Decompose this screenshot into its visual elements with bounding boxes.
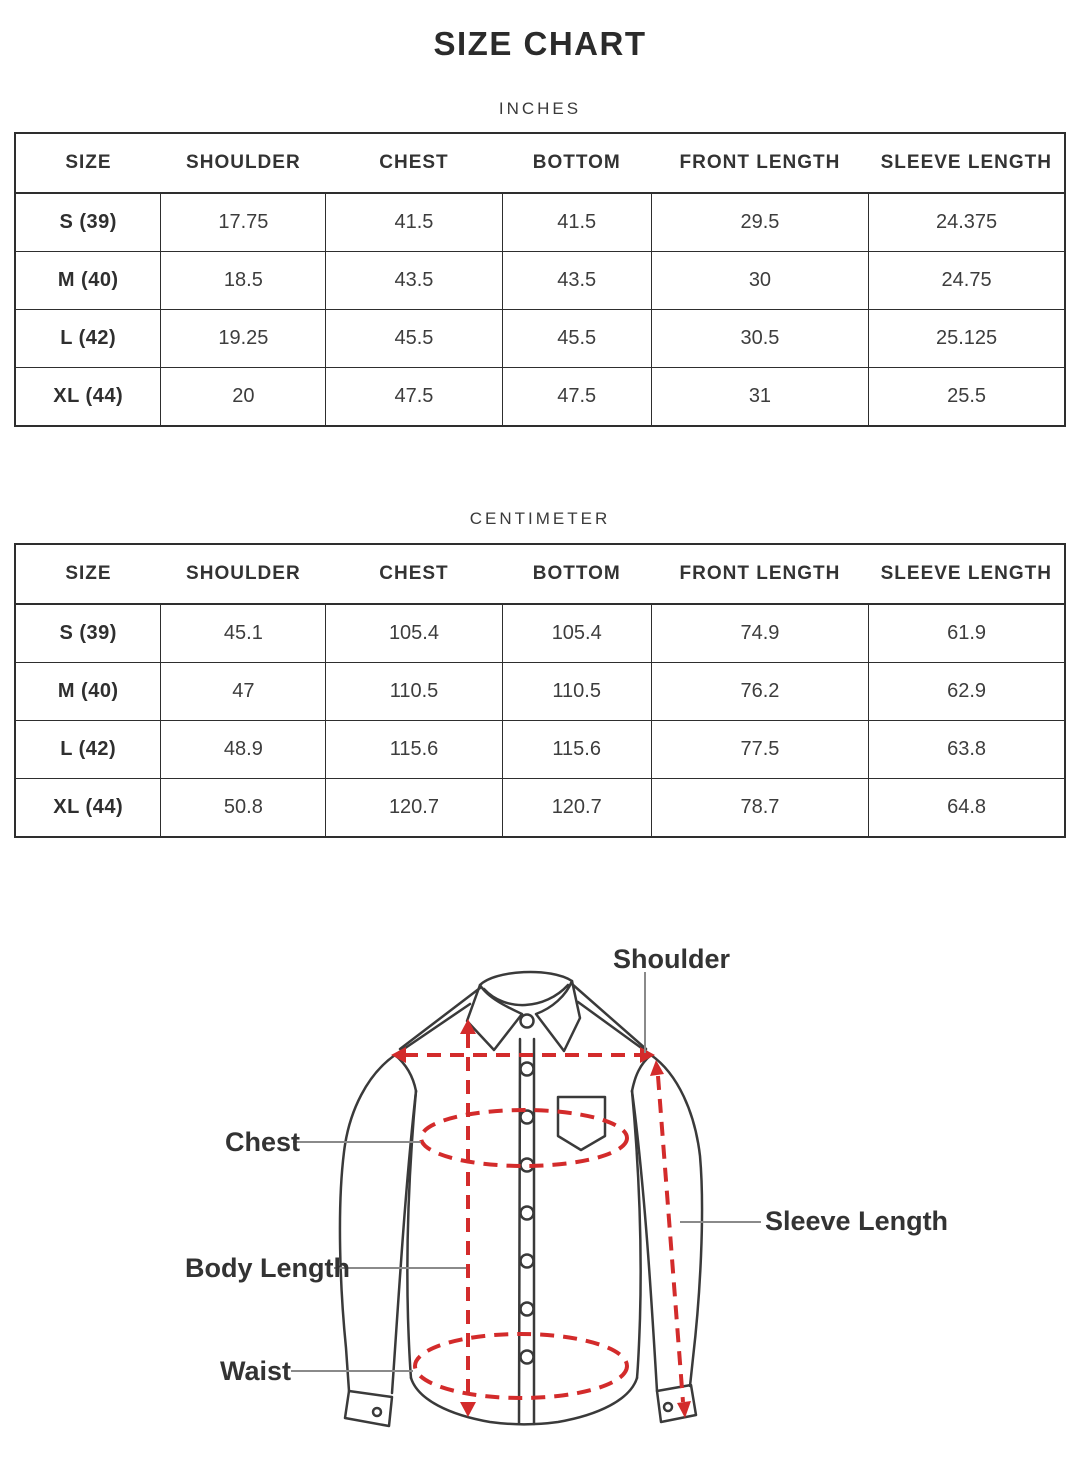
value-cell: 77.5 [651, 721, 868, 779]
size-cell: L (42) [15, 721, 161, 779]
page-title: SIZE CHART [433, 25, 647, 62]
table-row [15, 193, 1065, 252]
value-cell: 45.5 [502, 310, 651, 368]
button [521, 1303, 534, 1316]
table-row [15, 721, 1065, 779]
shirt-measurement-diagram [0, 908, 1080, 1468]
value-cell: 63.8 [869, 721, 1065, 779]
column-header: SHOULDER [161, 133, 326, 193]
column-header: SLEEVE LENGTH [869, 133, 1065, 193]
value-cell: 120.7 [326, 779, 502, 838]
button [521, 1063, 534, 1076]
inches-section [0, 99, 1080, 427]
right-cuff [657, 1385, 696, 1422]
value-cell: 62.9 [869, 663, 1065, 721]
value-cell: 43.5 [326, 252, 502, 310]
value-cell: 110.5 [326, 663, 502, 721]
waist-measure-ellipse [415, 1334, 627, 1398]
table-row [15, 604, 1065, 663]
button [521, 1255, 534, 1268]
sleeve-length-label: Sleeve Length [765, 1206, 949, 1236]
value-cell: 25.5 [869, 368, 1065, 427]
value-cell: 47 [161, 663, 326, 721]
chest-measure-ellipse [421, 1110, 627, 1166]
centimeter-size-table [14, 543, 1066, 838]
inches-unit-label: INCHES [498, 99, 582, 118]
shoulder-label: Shoulder [613, 944, 731, 974]
value-cell: 45.1 [161, 604, 326, 663]
column-header: SIZE [15, 544, 161, 604]
value-cell: 25.125 [869, 310, 1065, 368]
column-header: SLEEVE LENGTH [869, 544, 1065, 604]
value-cell: 61.9 [869, 604, 1065, 663]
column-header: CHEST [326, 133, 502, 193]
value-cell: 105.4 [326, 604, 502, 663]
header-row [15, 544, 1065, 604]
value-cell: 20 [161, 368, 326, 427]
chest-label: Chest [225, 1127, 301, 1157]
size-cell: M (40) [15, 252, 161, 310]
centimeter-section [0, 509, 1080, 838]
body-length-label: Body Length [185, 1253, 350, 1283]
value-cell: 50.8 [161, 779, 326, 838]
left-cuff-button [373, 1408, 381, 1416]
value-cell: 45.5 [326, 310, 502, 368]
button [521, 1111, 534, 1124]
value-cell: 64.8 [869, 779, 1065, 838]
value-cell: 110.5 [502, 663, 651, 721]
column-header: BOTTOM [502, 133, 651, 193]
value-cell: 31 [651, 368, 868, 427]
value-cell: 41.5 [326, 193, 502, 252]
collar [480, 972, 572, 985]
value-cell: 74.9 [651, 604, 868, 663]
value-cell: 115.6 [502, 721, 651, 779]
column-header: FRONT LENGTH [651, 133, 868, 193]
value-cell: 30.5 [651, 310, 868, 368]
value-cell: 47.5 [326, 368, 502, 427]
table-row [15, 310, 1065, 368]
size-cell: M (40) [15, 663, 161, 721]
column-header: SHOULDER [161, 544, 326, 604]
column-header: CHEST [326, 544, 502, 604]
sleeve-length-measure-line [658, 1076, 683, 1402]
column-header: FRONT LENGTH [651, 544, 868, 604]
value-cell: 48.9 [161, 721, 326, 779]
column-header: SIZE [15, 133, 161, 193]
size-cell: XL (44) [15, 368, 161, 427]
button [521, 1351, 534, 1364]
chest-pocket [558, 1097, 605, 1150]
left-cuff [345, 1391, 392, 1426]
value-cell: 17.75 [161, 193, 326, 252]
value-cell: 24.75 [869, 252, 1065, 310]
value-cell: 115.6 [326, 721, 502, 779]
table-row [15, 663, 1065, 721]
size-cell: XL (44) [15, 779, 161, 838]
value-cell: 29.5 [651, 193, 868, 252]
value-cell: 30 [651, 252, 868, 310]
value-cell: 47.5 [502, 368, 651, 427]
table-row [15, 368, 1065, 427]
shirt-diagram-svg [0, 908, 1080, 1468]
value-cell: 41.5 [502, 193, 651, 252]
placket [519, 1039, 520, 1423]
shirt-outline [340, 972, 702, 1426]
size-cell: L (42) [15, 310, 161, 368]
value-cell: 43.5 [502, 252, 651, 310]
table-row [15, 252, 1065, 310]
size-cell: S (39) [15, 604, 161, 663]
inches-size-table [14, 132, 1066, 427]
waist-label: Waist [220, 1356, 292, 1386]
header-row [15, 133, 1065, 193]
value-cell: 24.375 [869, 193, 1065, 252]
button [521, 1015, 534, 1028]
size-cell: S (39) [15, 193, 161, 252]
value-cell: 18.5 [161, 252, 326, 310]
measurement-lines [404, 1034, 683, 1402]
value-cell: 120.7 [502, 779, 651, 838]
centimeter-unit-label: CENTIMETER [469, 509, 611, 528]
button [521, 1207, 534, 1220]
value-cell: 76.2 [651, 663, 868, 721]
value-cell: 78.7 [651, 779, 868, 838]
column-header: BOTTOM [502, 544, 651, 604]
value-cell: 19.25 [161, 310, 326, 368]
table-row [15, 779, 1065, 838]
right-cuff-button [664, 1403, 672, 1411]
value-cell: 105.4 [502, 604, 651, 663]
